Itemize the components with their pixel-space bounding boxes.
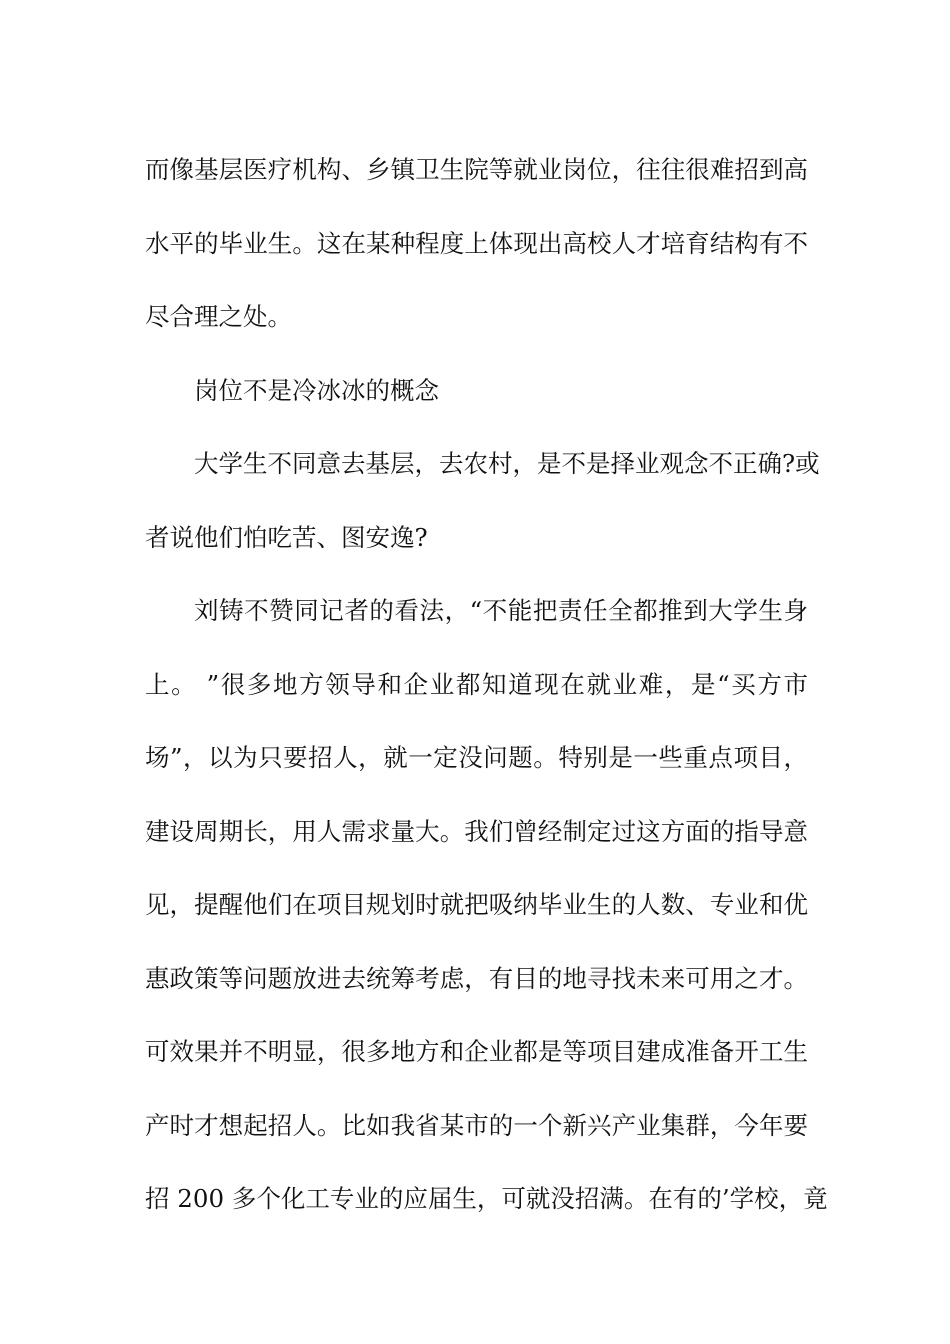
text-line: 大学生不同意去基层，去农村，是不是择业观念不正确?或	[194, 449, 820, 478]
text-line: 见，提醒他们在项目规划时就把吸纳毕业生的人数、专业和优	[145, 890, 808, 919]
text-line: 尽合理之处。	[145, 302, 292, 331]
text-line: 上。 ”很多地方领导和企业都知道现在就业难，是“买方市	[145, 669, 808, 699]
text-line: 招 200 多个化工专业的应届生，可就没招满。在有的’学校，竟	[145, 1184, 828, 1213]
text-line: 可效果并不明显，很多地方和企业都是等项目建成准备开工生	[145, 1037, 808, 1066]
text-line: 水平的毕业生。这在某种程度上体现出高校人才培育结构有不	[145, 228, 808, 258]
text-line: 者说他们怕吃苦、图安逸?	[145, 522, 428, 552]
text-line: 产时才想起招人。比如我省某市的一个新兴产业集群，今年要	[145, 1110, 808, 1140]
text-line: 刘铸不赞同记者的看法，“不能把责任全都推到大学生身	[194, 596, 808, 625]
text-line: 场”，以为只要招人，就一定没问题。特别是一些重点项目，	[145, 743, 808, 772]
text-line: 而像基层医疗机构、乡镇卫生院等就业岗位，往往很难招到高	[145, 155, 808, 184]
text-line: 惠政策等问题放进去统筹考虑，有目的地寻找未来可用之才。	[145, 963, 808, 993]
text-line: 建设周期长，用人需求量大。我们曾经制定过这方面的指导意	[145, 816, 808, 846]
document-body	[145, 133, 828, 1236]
section-heading: 岗位不是冷冰冰的概念	[194, 375, 439, 405]
